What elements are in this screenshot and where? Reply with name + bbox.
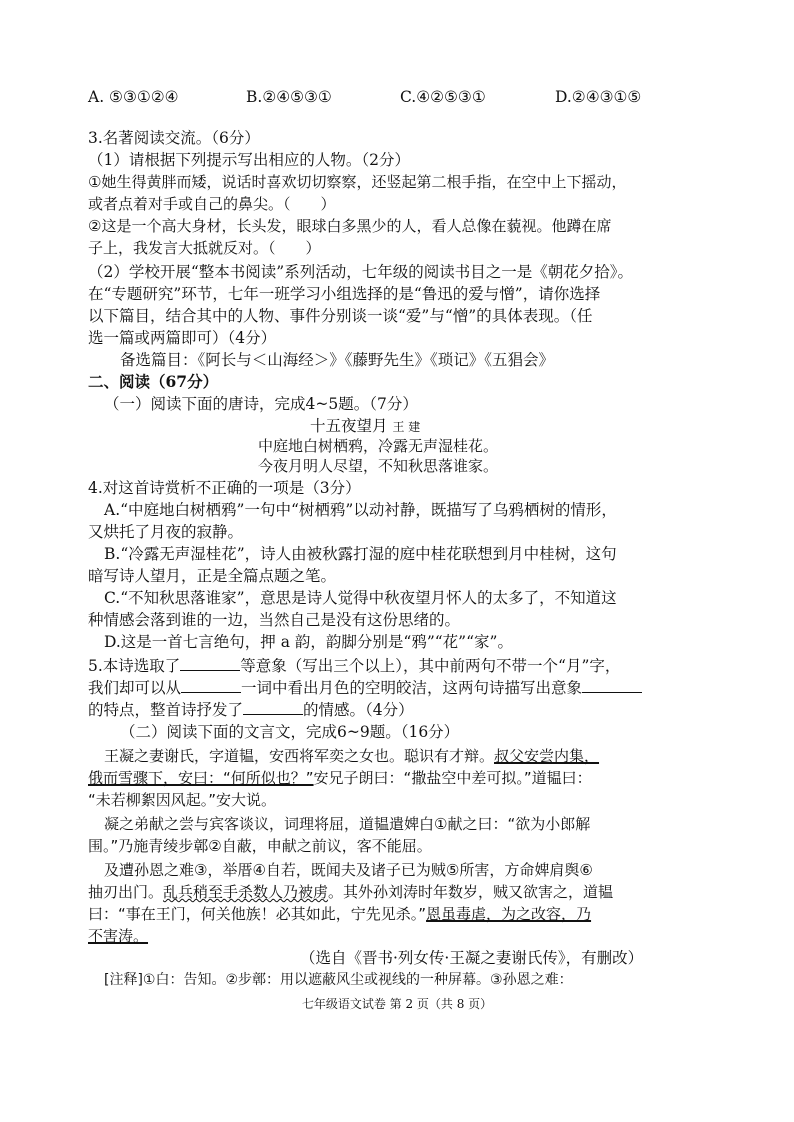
underlined-sentence-1-cont: 俄而雪骤下，安曰：“何所似也？” (88, 769, 314, 787)
q3-item2-line1: ②这是一个高大身材，长头发，眼球白多黑少的人，看人总像在藐视。他蹲在席 (88, 217, 612, 235)
underlined-sentence-1: 叔父安尝内集， (494, 747, 600, 765)
option-a: A. ⑤③①②④ (88, 88, 179, 106)
poem-heading (310, 416, 420, 437)
passage-p1-line3: “未若柳絮因风起。”安大说。 (88, 791, 277, 809)
q4-option-c-line2: 种情感会落到谁的一边，当然自己是没有这份思绪的。 (88, 611, 461, 629)
q4-title: 4.对这首诗赏析不正确的一项是（3分） (88, 479, 361, 497)
passage-notes: [注释]①白：告知。②步鄣：用以遮蔽风尘或视线的一种屏幕。③孙恩之难： (104, 972, 573, 988)
passage-p3-line4 (88, 926, 148, 946)
option-d: D.②④③①⑤ (555, 88, 642, 106)
passage-p2-line2: 围。”乃施青绫步鄣②自蔽，申献之前议，客不能屈。 (88, 837, 432, 855)
q3-item2-line2: 子上，我发言大抵就反对。（ ） (88, 239, 321, 257)
poem-line-2: 今夜月明人尽望，不知秋思落谁家。 (258, 457, 499, 475)
passage-p1-line2: 俄而雪骤下，安曰：“何所似也？”安兄子朗曰：“撒盐空中差可拟。”道韫曰： (88, 769, 592, 787)
answer-blank-1[interactable] (180, 656, 240, 671)
q3-title: 3.名著阅读交流。（6分） (88, 129, 260, 147)
answer-blank-4[interactable] (243, 700, 303, 715)
q4-option-a-line1: A.“中庭地白树栖鸦”一句中“树栖鸦”以动衬静，既描写了乌鸦栖树的情形， (104, 501, 617, 519)
passage-source: （选自《晋书·列女传·王凝之妻谢氏传》，有删改） (300, 949, 644, 967)
q4-option-c-line1: C.“不知秋思落谁家”，意思是诗人觉得中秋夜望月怀人的太多了，不知道这 (104, 589, 617, 607)
q3-sub2-line1: （2）学校开展“整本书阅读”系列活动，七年级的阅读书目之一是《朝花夕拾》。 (88, 263, 633, 281)
q3-sub2-line2: 在“专题研究”环节，七年一班学习小组选择的是“鲁迅的爱与憎”，请你选择 (88, 285, 601, 303)
wavy-underlined-sentence: 乱兵稍至手杀数人乃被虏 (163, 883, 329, 901)
q3-sub2-line3: 以下篇目，结合其中的人物、事件分别谈一谈“爱”与“憎”的具体表现。（任 (88, 307, 593, 325)
part2-title: （二）阅读下面的文言文，完成6~9题。（16分） (120, 723, 460, 741)
q3-item1-line2: 或者点着对手或自己的鼻尖。（ ） (88, 195, 336, 213)
passage-p1-line1: 王凝之妻谢氏，字道韫，安西将军奕之女也。聪识有才辩。叔父安尝内集， (104, 747, 600, 765)
option-c: C.④②⑤③① (400, 88, 486, 106)
q3-choices: 备选篇目：《阿长与＜山海经＞》《藤野先生》《琐记》《五猖会》 (120, 351, 555, 369)
q4-option-d: D.这是一首七言绝句，押 a 韵，韵脚分别是“鸦”“花”“家”。 (104, 633, 513, 651)
q3-sub1: （1）请根据下列提示写出相应的人物。（2分） (88, 151, 410, 169)
q5-line2: 我们却可以从 一词中看出月色的空明皎洁，这两句诗描写出意象 (88, 678, 642, 698)
underlined-sentence-2-cont: 不害涛。 (88, 927, 149, 945)
part1-title: （一）阅读下面的唐诗，完成4~5题。（7分） (104, 395, 418, 413)
section2-title: 二、阅读（67分） (88, 372, 219, 391)
poem-line-1: 中庭地白树栖鸦，冷露无声湿桂花。 (258, 437, 499, 455)
q4-option-b-line1: B.“冷露无声湿桂花”，诗人由被秋露打湿的庭中桂花联想到月中桂树，这句 (104, 545, 617, 563)
poem-title: 十五夜望月 (310, 417, 388, 435)
q3-item1-line1: ①她生得黄胖而矮，说话时喜欢切切察察，还竖起第二根手指，在空中上下摇动， (88, 173, 627, 191)
answer-blank-2[interactable] (181, 678, 241, 693)
poem-author: 王 建 (392, 420, 421, 434)
underlined-sentence-2: 恩虽毒虐，为之改容，乃 (426, 905, 592, 923)
q4-option-b-line2: 暗写诗人望月，正是全篇点题之笔。 (88, 567, 337, 585)
q3-sub2-line4: 选一篇或两篇即可）（4分） (88, 329, 277, 347)
passage-p3-line3: 曰：“事在王门，何关他族！必其如此，宁先见杀。”恩虽毒虐，为之改容，乃 (88, 905, 592, 923)
q5-line3: 的特点，整首诗抒发了 的情感。（4分） (88, 701, 414, 719)
page-footer: 七年级语文试卷 第 2 页（共 8 页） (301, 997, 493, 1011)
answer-blank-3[interactable] (582, 678, 642, 693)
passage-p2-line1: 凝之弟献之尝与宾客谈议，词理将屈，道韫遣婢白①献之曰：“欲为小郎解 (104, 815, 591, 833)
passage-p3-line1: 及遭孙恩之难③，举厝④自若，既闻夫及诸子已为贼⑤所害，方命婢肩舆⑥ (104, 861, 593, 879)
passage-p3-line2: 抽刃出门。乱兵稍至手杀数人乃被虏。其外孙刘涛时年数岁，贼又欲害之，道韫 (88, 883, 614, 901)
q4-option-a-line2: 又烘托了月夜的寂静。 (88, 523, 244, 541)
option-b: B.②④⑤③① (246, 88, 332, 106)
q5-line1: 5.本诗选取了 等意象（写出三个以上），其中前两句不带一个“月”字， (88, 657, 621, 675)
